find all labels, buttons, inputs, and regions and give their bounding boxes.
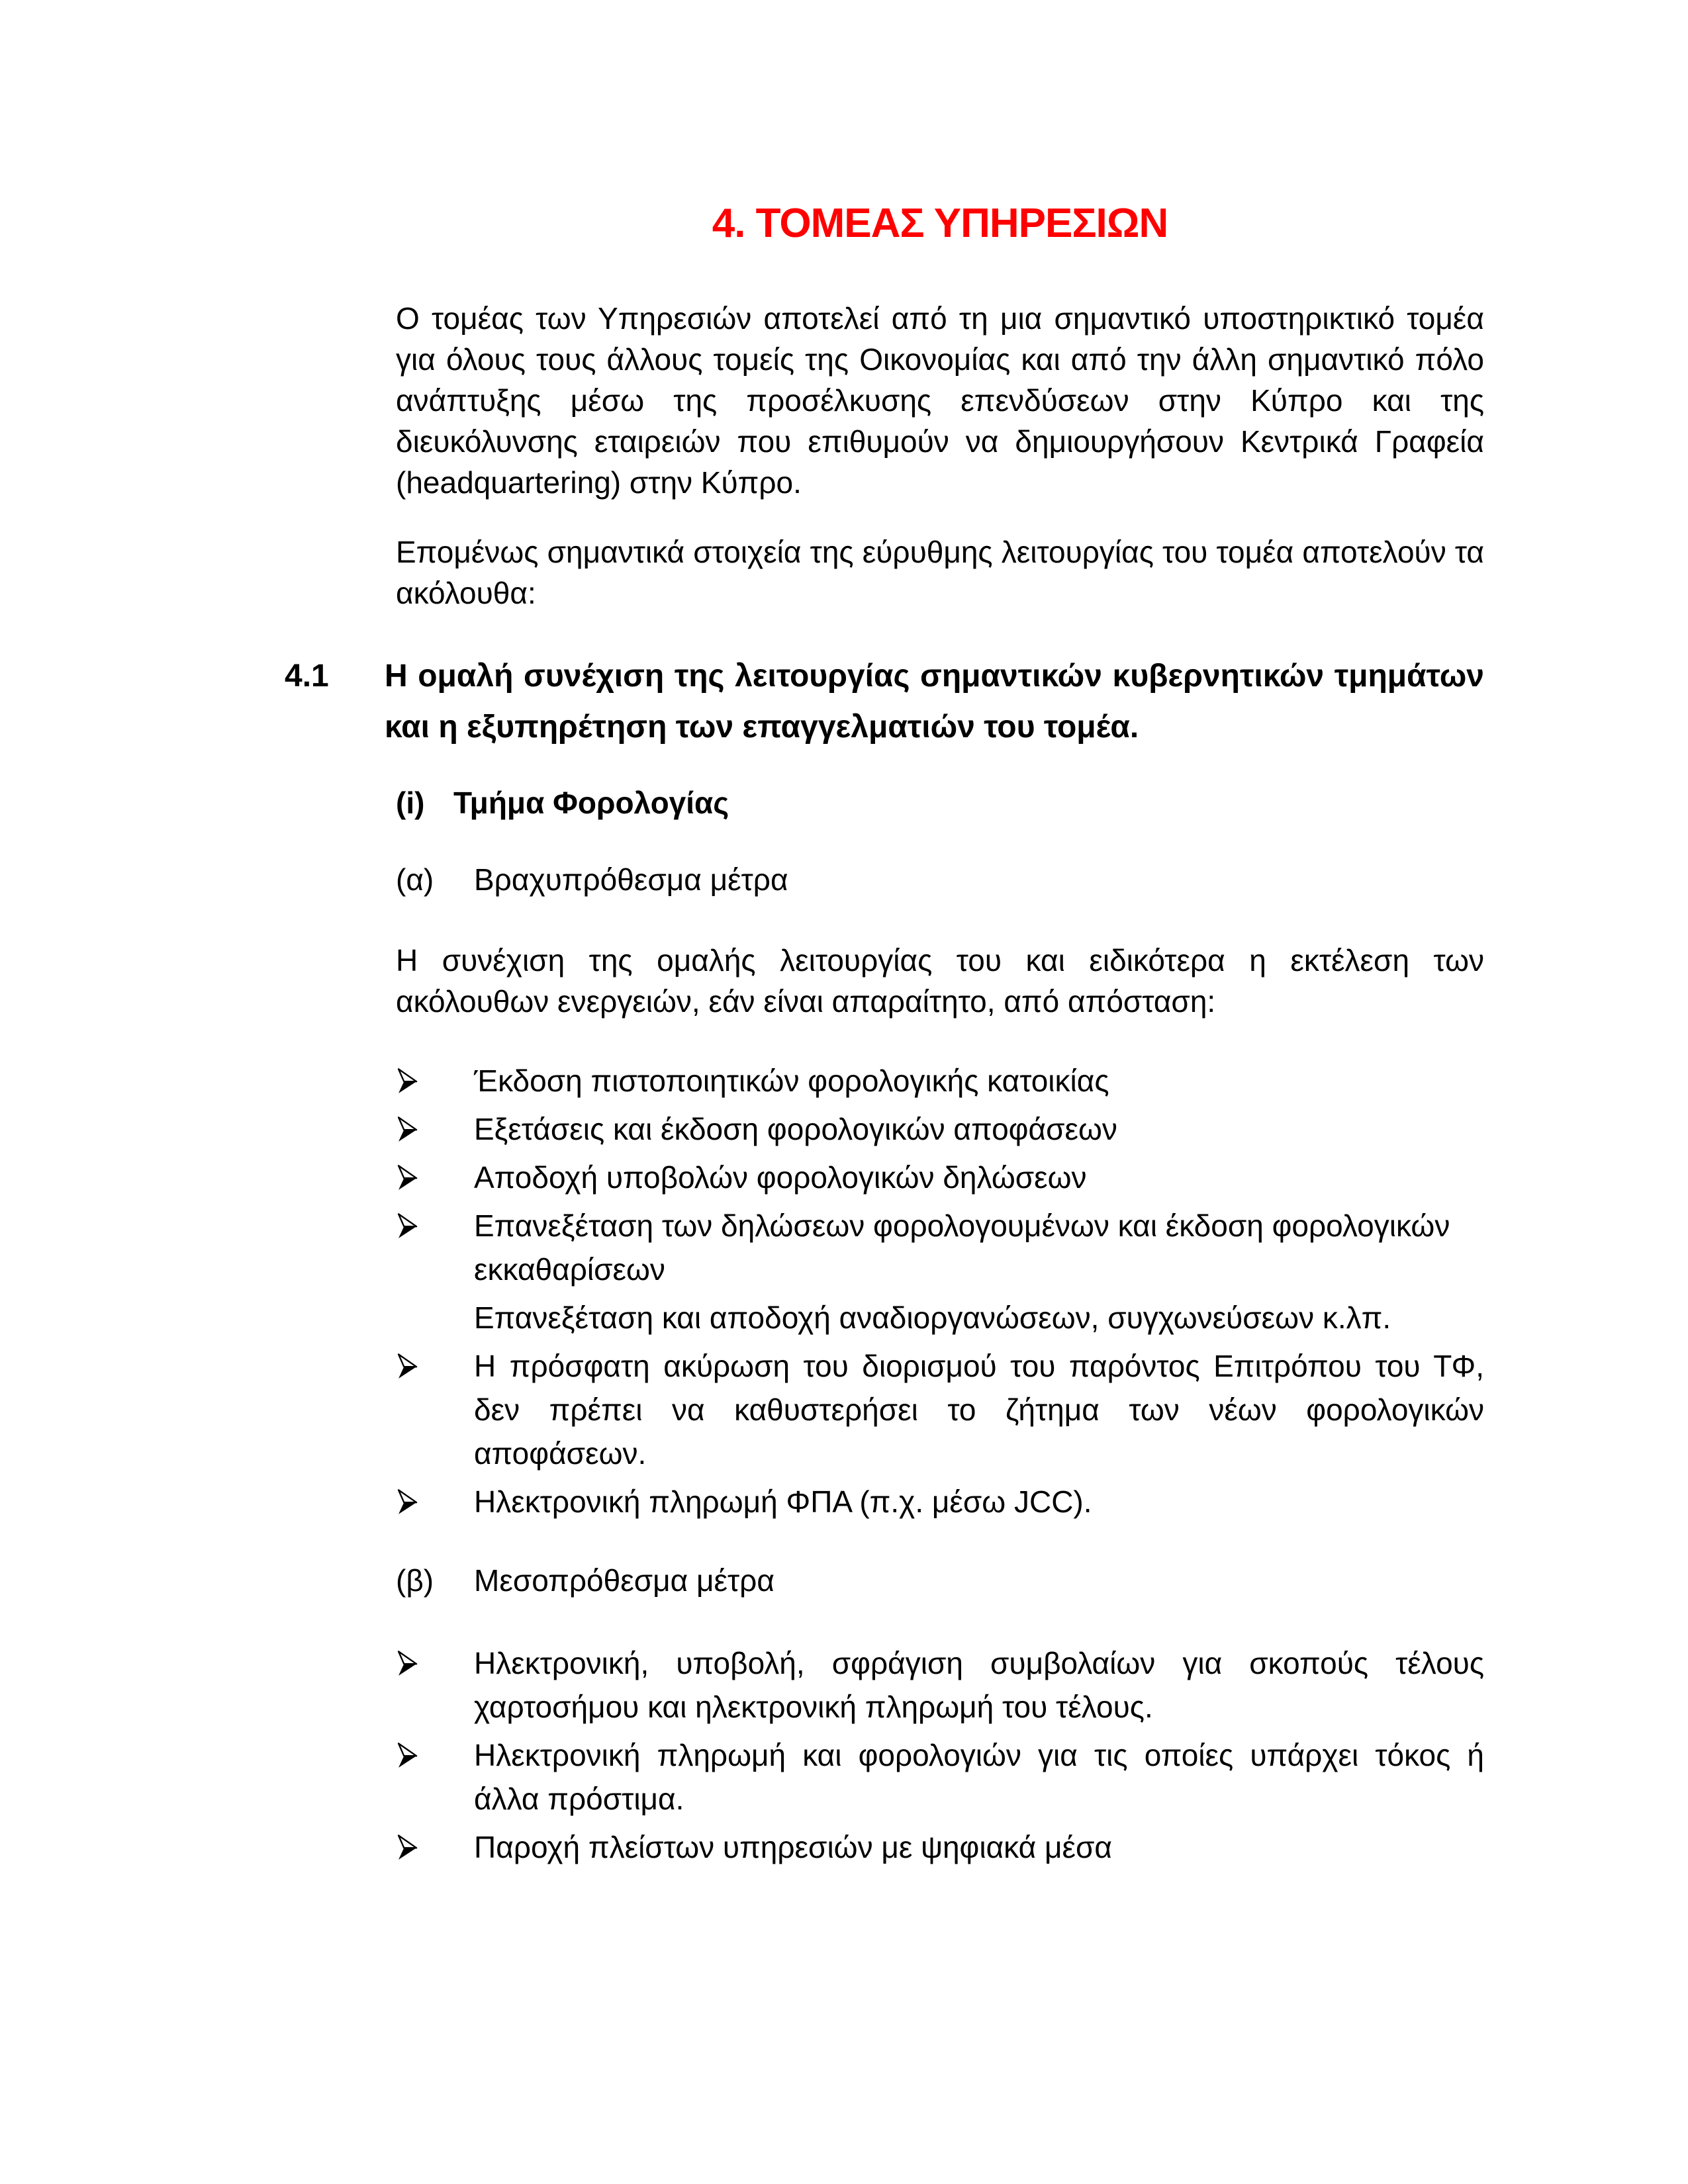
intro-paragraph-2: Επομένως σημαντικά στοιχεία της εύρυθμης λειτουργίας του τομέα αποτελούν τα ακόλουθα:	[396, 535, 1484, 610]
bullet-item	[396, 1204, 1484, 1291]
arrow-bullet-icon	[396, 1733, 474, 1821]
bullet-item	[396, 1641, 1484, 1729]
bullet-continuation-line	[396, 1296, 1484, 1340]
subsection-label: (i)	[396, 786, 425, 820]
medium-term-title: Μεσοπρόθεσμα μέτρα	[474, 1563, 774, 1598]
bullet-text: Παροχή πλείστων υπηρεσιών με ψηφιακά μέσα	[474, 1830, 1112, 1864]
short-term-title: Βραχυπρόθεσμα μέτρα	[474, 862, 788, 897]
subsection-heading	[396, 782, 1484, 823]
arrow-bullet-icon	[396, 1344, 474, 1475]
page-title: 4. ΤΟΜΕΑΣ ΥΠΗΡΕΣΙΩΝ	[712, 201, 1168, 246]
arrow-bullet-icon	[396, 1156, 474, 1199]
medium-term-bullet-list	[396, 1641, 1484, 1869]
arrow-bullet-icon	[396, 1641, 474, 1729]
bullet-text: Επανεξέταση και αποδοχή αναδιοργανώσεων, συγχωνεύσεων κ.λπ.	[474, 1300, 1391, 1335]
section-heading-text: Η ομαλή συνέχιση της λειτουργίας σημαντικών κυβερνητικών τμημάτων και η εξυπηρέτηση των επαγγελματιών του τομέα.	[385, 659, 1484, 745]
medium-term-label: (β)	[396, 1563, 434, 1598]
short-term-bullet-list	[396, 1059, 1484, 1524]
medium-term-heading	[396, 1560, 1484, 1601]
bullet-text: Η πρόσφατη ακύρωση του διορισμού του παρόντος Επιτρόπου του ΤΦ, δεν πρέπει να καθυστερήσει το ζήτημα των νέων φορολογικών αποφάσεων.	[474, 1349, 1484, 1471]
arrow-bullet-icon	[396, 1107, 474, 1151]
short-term-heading	[396, 859, 1484, 900]
arrow-bullet-icon	[396, 1480, 474, 1524]
bullet-item	[396, 1107, 1484, 1151]
bullet-item	[396, 1344, 1484, 1475]
bullet-item	[396, 1825, 1484, 1869]
bullet-text: Επανεξέταση των δηλώσεων φορολογουμένων και έκδοση φορολογικών εκκαθαρίσεων	[474, 1208, 1450, 1287]
arrow-bullet-icon	[396, 1059, 474, 1103]
bullet-text: Εξετάσεις και έκδοση φορολογικών αποφάσεων	[474, 1112, 1117, 1146]
bullet-text: Έκδοση πιστοποιητικών φορολογικής κατοικίας	[474, 1064, 1109, 1098]
short-term-intro-paragraph: Η συνέχιση της ομαλής λειτουργίας του και ειδικότερα η εκτέλεση των ακόλουθων ενεργειών, εάν είναι απαραίτητο, από απόσταση:	[396, 943, 1484, 1019]
section-heading	[285, 651, 1484, 752]
document-content	[285, 199, 1484, 1874]
bullet-item	[396, 1733, 1484, 1821]
bullet-text: Ηλεκτρονική πληρωμή και φορολογιών για τις οποίες υπάρχει τόκος ή άλλα πρόστιμα.	[474, 1738, 1484, 1816]
intro-paragraph-1: Ο τομέας των Υπηρεσιών αποτελεί από τη μια σημαντικό υποστηρικτικό τομέα για όλους τους άλλους τομείς της Οικονομίας και από την άλλη σημαντικό πόλο ανάπτυξης μέσω της προσέλκυσης επενδύσεων στην Κύπρο και της διευκόλυνσης εταιρειών που επιθυμούν να δημιουργήσουν Κεντρικά Γραφεία (headquartering) στην Κύπρο.	[396, 301, 1484, 500]
bullet-text: Αποδοχή υποβολών φορολογικών δηλώσεων	[474, 1160, 1087, 1195]
bullet-item	[396, 1480, 1484, 1524]
bullet-text: Ηλεκτρονική πληρωμή ΦΠΑ (π.χ. μέσω JCC).	[474, 1484, 1092, 1519]
bullet-text: Ηλεκτρονική, υποβολή, σφράγιση συμβολαίων για σκοπούς τέλους χαρτοσήμου και ηλεκτρονική πληρωμή του τέλους.	[474, 1646, 1484, 1724]
short-term-label: (α)	[396, 862, 434, 897]
section-number: 4.1	[285, 659, 329, 694]
arrow-bullet-icon	[396, 1204, 474, 1291]
bullet-marker-spacer	[396, 1296, 474, 1340]
subsection-title: Τμήμα Φορολογίας	[453, 786, 729, 820]
bullet-item	[396, 1156, 1484, 1199]
bullet-item	[396, 1059, 1484, 1103]
arrow-bullet-icon	[396, 1825, 474, 1869]
